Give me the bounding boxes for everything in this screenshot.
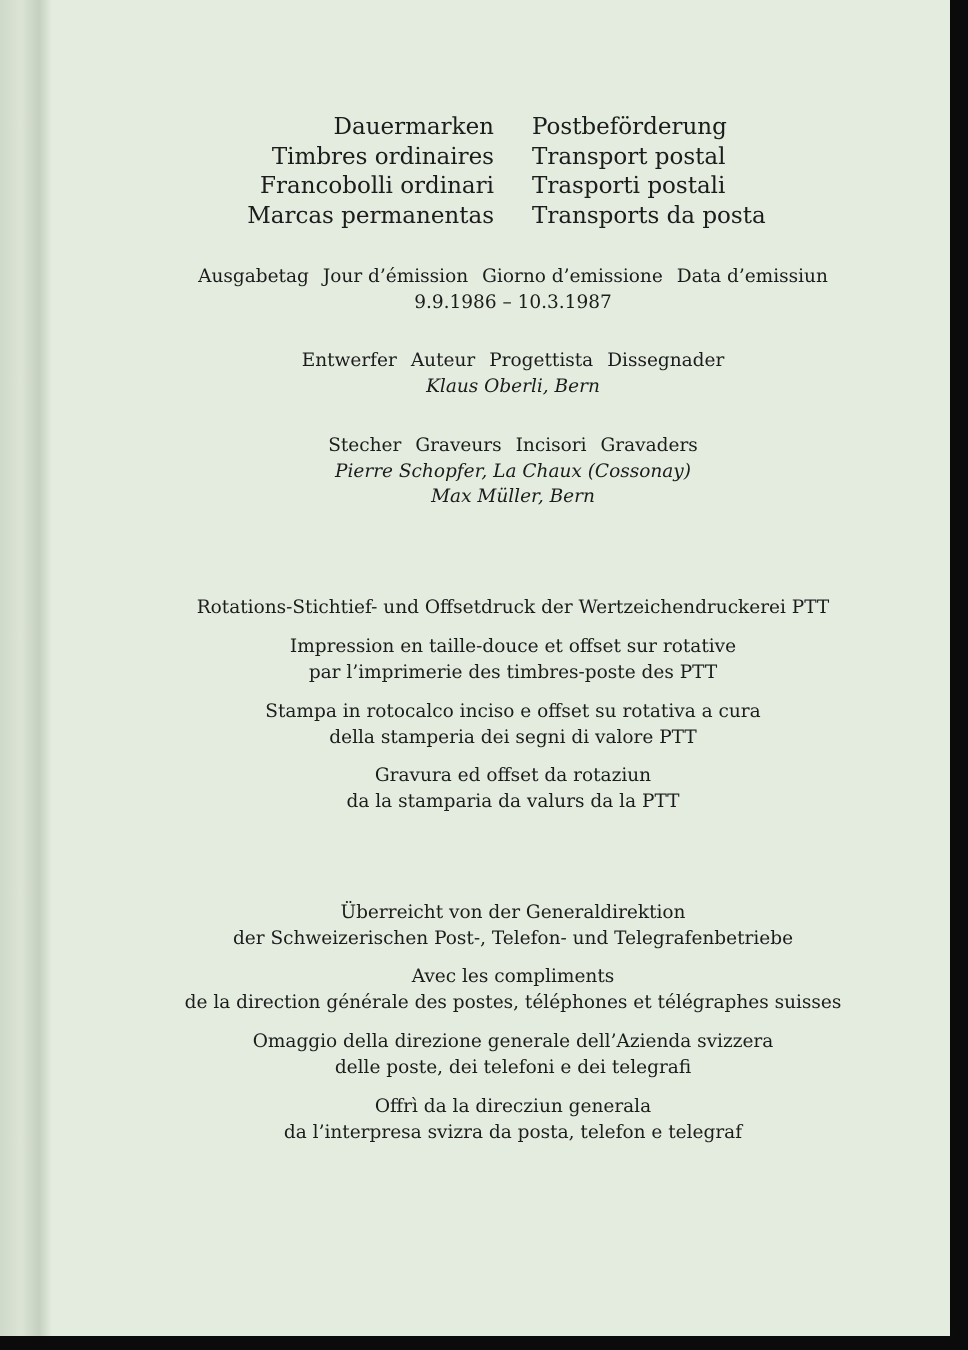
engraver-section [0, 433, 950, 510]
printing-romansh [0, 763, 950, 814]
engraver-label: Stecher [328, 435, 402, 456]
issue-date-labels [0, 264, 950, 290]
designer-label: Entwerfer [301, 350, 397, 371]
engraver-name: Max Müller, Bern [431, 486, 595, 507]
compliments-line: der Schweizerischen Post-, Telefon- und Telegrafenbetriebe [232, 927, 794, 949]
title-left-column [247, 113, 494, 231]
printing-line: par l’imprimerie des timbres-poste des PTT [308, 661, 718, 683]
designer-label: Auteur [410, 350, 476, 371]
printing-line: Impression en taille-douce et offset sur rotative [289, 636, 737, 657]
issue-date-section [0, 264, 950, 315]
printing-line: Stampa in rotocalco inciso e offset su rotativa a cura [265, 701, 761, 722]
title-left-line: Timbres ordinaires [271, 143, 494, 170]
engraver-name: Pierre Schopfer, La Chaux (Cossonay) [335, 460, 691, 482]
issue-label: Data d’emissiun [676, 266, 828, 287]
printing-line: Rotations-Stichtief- und Offsetdruck der Wertzeichendruckerei PTT [196, 597, 830, 618]
title-left-line: Dauermarken [333, 114, 494, 140]
title-right-column [532, 113, 766, 231]
title-left-line: Marcas permanentas [247, 202, 494, 229]
printing-line: da la stamparia da valurs da la PTT [346, 790, 680, 812]
printing-italian [0, 699, 950, 750]
compliments-line: Omaggio della direzione generale dell’Azienda svizzera [252, 1031, 774, 1052]
engraver-label: Graveurs [415, 435, 502, 456]
designer-labels [0, 348, 950, 374]
title-left-line: Francobolli ordinari [260, 173, 494, 199]
designer-section [0, 348, 950, 399]
printing-french [0, 634, 950, 685]
designer-label: Dissegnader [607, 350, 725, 371]
issue-label: Jour d’émission [322, 266, 469, 287]
engraver-labels [0, 433, 950, 459]
compliments-italian [0, 1029, 950, 1080]
title-right-line: Transport postal [532, 143, 726, 170]
compliments-line: Offrì da la direcziun generala [374, 1096, 652, 1117]
compliments-line: Avec les compliments [411, 966, 615, 987]
title-right-line: Trasporti postali [532, 173, 726, 199]
compliments-line: da l’interpresa svizra da posta, telefon e telegraf [283, 1121, 743, 1143]
title-right-line: Transports da posta [532, 202, 766, 229]
compliments-german [0, 900, 950, 951]
printing-german [0, 595, 950, 621]
designer-label: Progettista [489, 350, 594, 371]
issue-dates: 9.9.1986 – 10.3.1987 [414, 291, 612, 313]
compliments-line: de la direction générale des postes, téléphones et télégraphes suisses [184, 991, 842, 1013]
compliments-french [0, 964, 950, 1015]
designer-name: Klaus Oberli, Bern [426, 375, 600, 397]
issue-label: Ausgabetag [198, 266, 309, 287]
printing-line: della stamperia dei segni di valore PTT [329, 726, 697, 748]
issue-label: Giorno d’emissione [482, 266, 663, 287]
title-right-line: Postbeförderung [532, 114, 727, 140]
compliments-line: delle poste, dei telefoni e dei telegrafi [334, 1056, 692, 1078]
compliments-romansh [0, 1094, 950, 1145]
engraver-label: Incisori [515, 435, 587, 456]
compliments-line: Überreicht von der Generaldirektion [340, 902, 686, 923]
printing-line: Gravura ed offset da rotaziun [374, 765, 652, 786]
engraver-label: Gravaders [600, 435, 698, 456]
